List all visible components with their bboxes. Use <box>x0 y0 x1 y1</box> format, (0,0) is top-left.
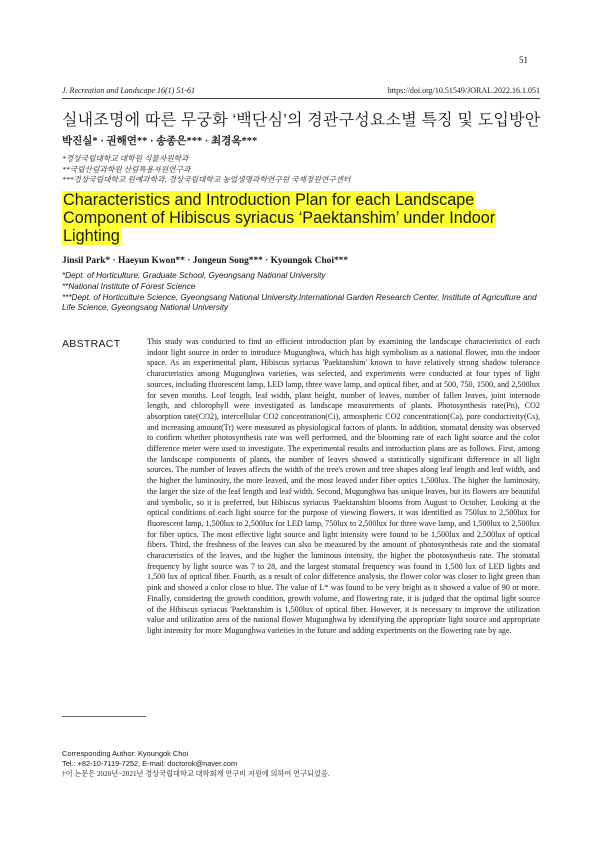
page-number: 51 <box>519 55 528 65</box>
journal-citation: J. Recreation and Landscape 16(1) 51-61 <box>62 86 196 95</box>
english-affiliation-3: ***Dept. of Horticulture Science, Gyeongsang National University.International Garden Research Center, Institute of Agriculture and Life Science, Gyeongsang National University <box>62 292 537 313</box>
english-affiliation-1: *Dept. of Horticulture, Graduate School, Gyeongsang National University <box>62 271 326 280</box>
abstract-body: This study was conducted to find an efficient introduction plan by examining the landscape characteristics of each indoor light source in order to introduce Mugunghwa, which has high symbolism as a national flower, into the indoor space. As an experimental plant, Hibiscus syriacus 'Paektanshim' known to have relatively strong shadow tolerance characteristics among Mugunghwa varieties, was selected, and experiments were conducted at four types of light sources, including fluorescent lamp, LED lamp, three wave lamp, and optical fiber, and at 500, 750, 1500, and 2,500lux for seven months. Leaf length, leaf width, plant height, number of leaves, number of fallen leaves, joint internode length, and chlorophyll were investigated as landscape measurements of plants. Photosynthesis rate(Pn), CO2 absorption rate(CO2), intercellular CO2 concentration(Ci), atmospheric CO2 concentration(Ca), pore conductivity(Cs), and increasing amount(Tr) were measured as physiological factors of plants. In addition, stomatal density was observed to confirm whether photosynthesis rate was well performed, and the blooming rate of each light source and the color difference meter were used to investigate. The experimental results and introduction plans are as follows. First, among the landscape components of plants, the number of leaves showed a statistically significant difference in all light sources. The number of leaves affects the width of the tree's crown and tree shapes along leaf length and leaf width, and the higher the luminosity, the more leaved, and the most leaved under fiber optics 1,500lux. The higher the luminosity, the larger the size of the leaf length and leaf width. Second, Mugunghwa has unique leaves, but its flowers are beautiful and symbolic, so it is preferred, but Hibiscus syriacus 'Paektanshim blooms from August to October. Looking at the optical conditions of each light source for the purpose of viewing flowers, it was identified as 750lux to 2,500lux for fluorescent lamp, 1,500lux to 2,500lux for LED lamp, 750lux to 2,500lux for three wave lamp, and 1,500lux to 2,500lux for fiber optics. The most effective light source and light intensity were found to be 1,500lux and 2,500lux of optical fibers. Third, the freshness of the leaves can also be measured by the amount of photosynthesis rate and the stomatal characteristics of the leaves, and the higher the luminous intensity, the higher the photosynthesis rate. The stomatal frequency by light source was 7 to 28, and the largest stomatal frequency was found in 1,500 lux of LED lights and 1,500 lux of optical fiber. Fourth, as a result of color difference analysis, the flower color was closer to light green than pink and showed a color close to blue. The value of L* was found to be very bright as it showed a value of 90 or more. Finally, considering the growth condition, growth volume, and flowering rate, it is judged that the optimal light source of the Hibiscus syriacus 'Paektanshim is 1,500lux of optical fiber. However, it is necessary to improve the utilization value and utilization area of the national flower Mugunghwa by identifying the appropriate light source and appropriate light intensity for more Mugunghwa varieties in the future and adding experiments on the flowering rate by age. <box>147 337 540 635</box>
abstract-heading: ABSTRACT <box>62 338 121 350</box>
english-authors: Jinsil Park* · Haeyun Kwon** · Jongeun Song*** · Kyoungok Choi*** <box>62 256 349 266</box>
korean-affiliation-1: *경상국립대학교 대학원 식물자원학과 <box>62 154 189 163</box>
running-header <box>62 86 540 95</box>
korean-affiliation-3: ***경상국립대학교 원예과학과, 경상국립대학교 농업생명과학연구원 국제정원연구센터 <box>62 175 351 184</box>
korean-affiliations <box>62 154 350 186</box>
english-title-highlight: Characteristics and Introduction Plan for each Landscape Component of Hibiscus syriacus ‘Paektanshim’ under Indoor Lighting <box>63 191 496 245</box>
english-affiliation-2: **National Institute of Forest Science <box>62 281 196 291</box>
english-affiliations <box>62 271 540 314</box>
english-title-block <box>62 191 542 245</box>
korean-title: 실내조명에 따른 무궁화 ‘백단심’의 경관구성요소별 특징 및 도입방안 <box>62 112 541 129</box>
corresponding-author: Corresponding Author: Kyoungok Choi <box>62 749 189 758</box>
english-title <box>62 191 542 245</box>
header-divider <box>62 98 540 99</box>
funding-note: †이 논문은 2020년~2021년 경상국립대학교 대학회계 연구비 지원에 의하여 연구되었음. <box>62 770 330 778</box>
footnote-divider <box>62 716 146 717</box>
author-contact: Tel.: +82-10-7119-7252, E-mail: doctorok@naver.com <box>62 759 238 768</box>
korean-affiliation-2: **국립산림과학원 산림특용자원연구과 <box>62 164 191 174</box>
korean-authors: 박진실* · 권해연** · 송종은*** · 최경옥*** <box>62 136 258 147</box>
doi-link[interactable]: https://doi.org/10.51549/JORAL.2022.16.1.051 <box>387 86 540 95</box>
